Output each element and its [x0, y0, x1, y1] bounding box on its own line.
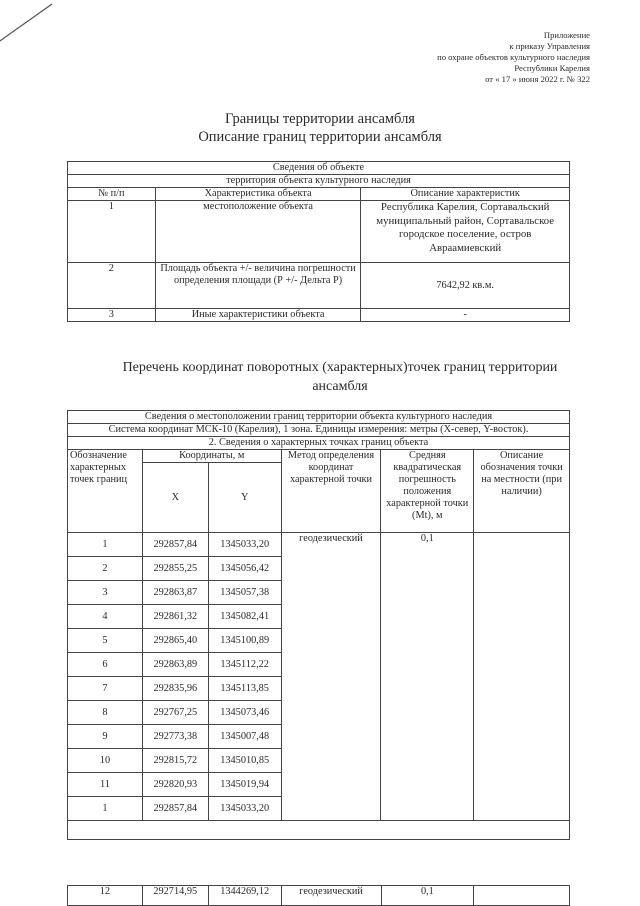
- column-header: Обозначение характерных точек границ: [68, 450, 143, 533]
- column-header-x: X: [142, 463, 208, 533]
- cell-point: 6: [68, 653, 143, 677]
- cell-x: 292773,38: [142, 725, 208, 749]
- cell-desc: -: [361, 309, 570, 322]
- table-header: 2. Сведения о характерных точках границ объекта: [68, 437, 570, 450]
- cell-point: 1: [68, 533, 143, 557]
- cell-num: 1: [68, 201, 156, 263]
- object-info-table: [67, 161, 570, 322]
- column-header: Характеристика объекта: [155, 188, 361, 201]
- cell-point: 2: [68, 557, 143, 581]
- coordinates-body: [68, 533, 570, 821]
- cell-char: Иные характеристики объекта: [155, 309, 361, 322]
- cell-descr: [474, 886, 570, 906]
- cell-point: 5: [68, 629, 143, 653]
- cell-num: 3: [68, 309, 156, 322]
- section-title: Перечень координат поворотных (характерных)точек границ территории ансамбля: [122, 360, 558, 394]
- cell-y: 1345057,38: [208, 581, 281, 605]
- column-header: Средняя квадратическая погрешность положения характерной точки (Mt), м: [381, 450, 474, 533]
- cell-y: 1344269,12: [208, 886, 281, 906]
- cell-y: 1345112,22: [208, 653, 281, 677]
- column-header: Координаты, м: [142, 450, 281, 463]
- cell-error: 0,1: [381, 533, 474, 821]
- table-spacer: [68, 821, 570, 840]
- appendix-line: по охране объектов культурного наследия: [437, 52, 590, 62]
- cell-y: 1345056,42: [208, 557, 281, 581]
- cell-x: 292820,93: [142, 773, 208, 797]
- table-header: Сведения об объекте: [68, 162, 570, 175]
- cell-point: 11: [68, 773, 143, 797]
- cell-method: геодезический: [281, 533, 381, 821]
- cell-char: местоположение объекта: [155, 201, 361, 263]
- page-title: Границы территории ансамбля: [225, 111, 415, 127]
- table-row: [68, 309, 570, 322]
- cell-y: 1345033,20: [208, 797, 281, 821]
- appendix-header: [437, 30, 590, 85]
- cell-y: 1345010,85: [208, 749, 281, 773]
- column-header: № п/п: [68, 188, 156, 201]
- appendix-line: к приказу Управления: [509, 41, 590, 51]
- cell-x: 292857,84: [142, 797, 208, 821]
- table-row: [68, 533, 570, 557]
- appendix-line: от « 17 » июня 2022 г. № 322: [485, 74, 590, 84]
- cell-x: 292861,32: [142, 605, 208, 629]
- cell-point: 9: [68, 725, 143, 749]
- cell-x: 292865,40: [142, 629, 208, 653]
- cell-x: 292714,95: [142, 886, 208, 906]
- cell-desc: Республика Карелия, Сортавальский муниципальный район, Сортавальское городское поселение, остров Авраамиевский: [361, 201, 570, 263]
- cell-x: 292767,25: [142, 701, 208, 725]
- cell-point: 3: [68, 581, 143, 605]
- cell-x: 292815,72: [142, 749, 208, 773]
- appendix-line: Республики Карелия: [514, 63, 590, 73]
- cell-y: 1345019,94: [208, 773, 281, 797]
- cell-point: 4: [68, 605, 143, 629]
- table-header: Система координат МСК-10 (Карелия), 1 зона. Единицы измерения: метры (Х-север, Y-восток).: [68, 424, 570, 437]
- cell-x: 292863,87: [142, 581, 208, 605]
- cell-y: 1345113,85: [208, 677, 281, 701]
- cell-method: геодезический: [281, 886, 381, 906]
- coordinates-table-continued: [67, 885, 570, 906]
- cell-point: 8: [68, 701, 143, 725]
- cell-y: 1345073,46: [208, 701, 281, 725]
- table-header: Сведения о местоположении границ территории объекта культурного наследия: [68, 411, 570, 424]
- cell-point: 1: [68, 797, 143, 821]
- column-header: Описание характеристик: [361, 188, 570, 201]
- appendix-line: Приложение: [543, 30, 590, 40]
- cell-error: 0,1: [381, 886, 474, 906]
- cell-point: 7: [68, 677, 143, 701]
- table-header: территория объекта культурного наследия: [68, 175, 570, 188]
- page-subtitle: Описание границ территории ансамбля: [198, 129, 442, 145]
- cell-y: 1345100,89: [208, 629, 281, 653]
- table-row: [68, 886, 570, 906]
- coordinates-table: [67, 410, 570, 840]
- cell-y: 1345082,41: [208, 605, 281, 629]
- table-row: [68, 201, 570, 263]
- cell-char: Площадь объекта +/- величина погрешности определения площади (Р +/- Дельта Р): [155, 263, 361, 309]
- cell-x: 292863,89: [142, 653, 208, 677]
- cell-y: 1345033,20: [208, 533, 281, 557]
- column-header-y: Y: [208, 463, 281, 533]
- column-header: Метод определения координат характерной точки: [281, 450, 381, 533]
- cell-x: 292857,84: [142, 533, 208, 557]
- cell-x: 292835,96: [142, 677, 208, 701]
- cell-num: 2: [68, 263, 156, 309]
- cell-descr: [474, 533, 570, 821]
- cell-desc: 7642,92 кв.м.: [361, 263, 570, 309]
- column-header: Описание обозначения точки на местности (при наличии): [474, 450, 570, 533]
- cell-y: 1345007,48: [208, 725, 281, 749]
- cell-point: 10: [68, 749, 143, 773]
- scan-edge-line: [0, 0, 110, 60]
- cell-point: 12: [68, 886, 143, 906]
- cell-x: 292855,25: [142, 557, 208, 581]
- table-row: [68, 263, 570, 309]
